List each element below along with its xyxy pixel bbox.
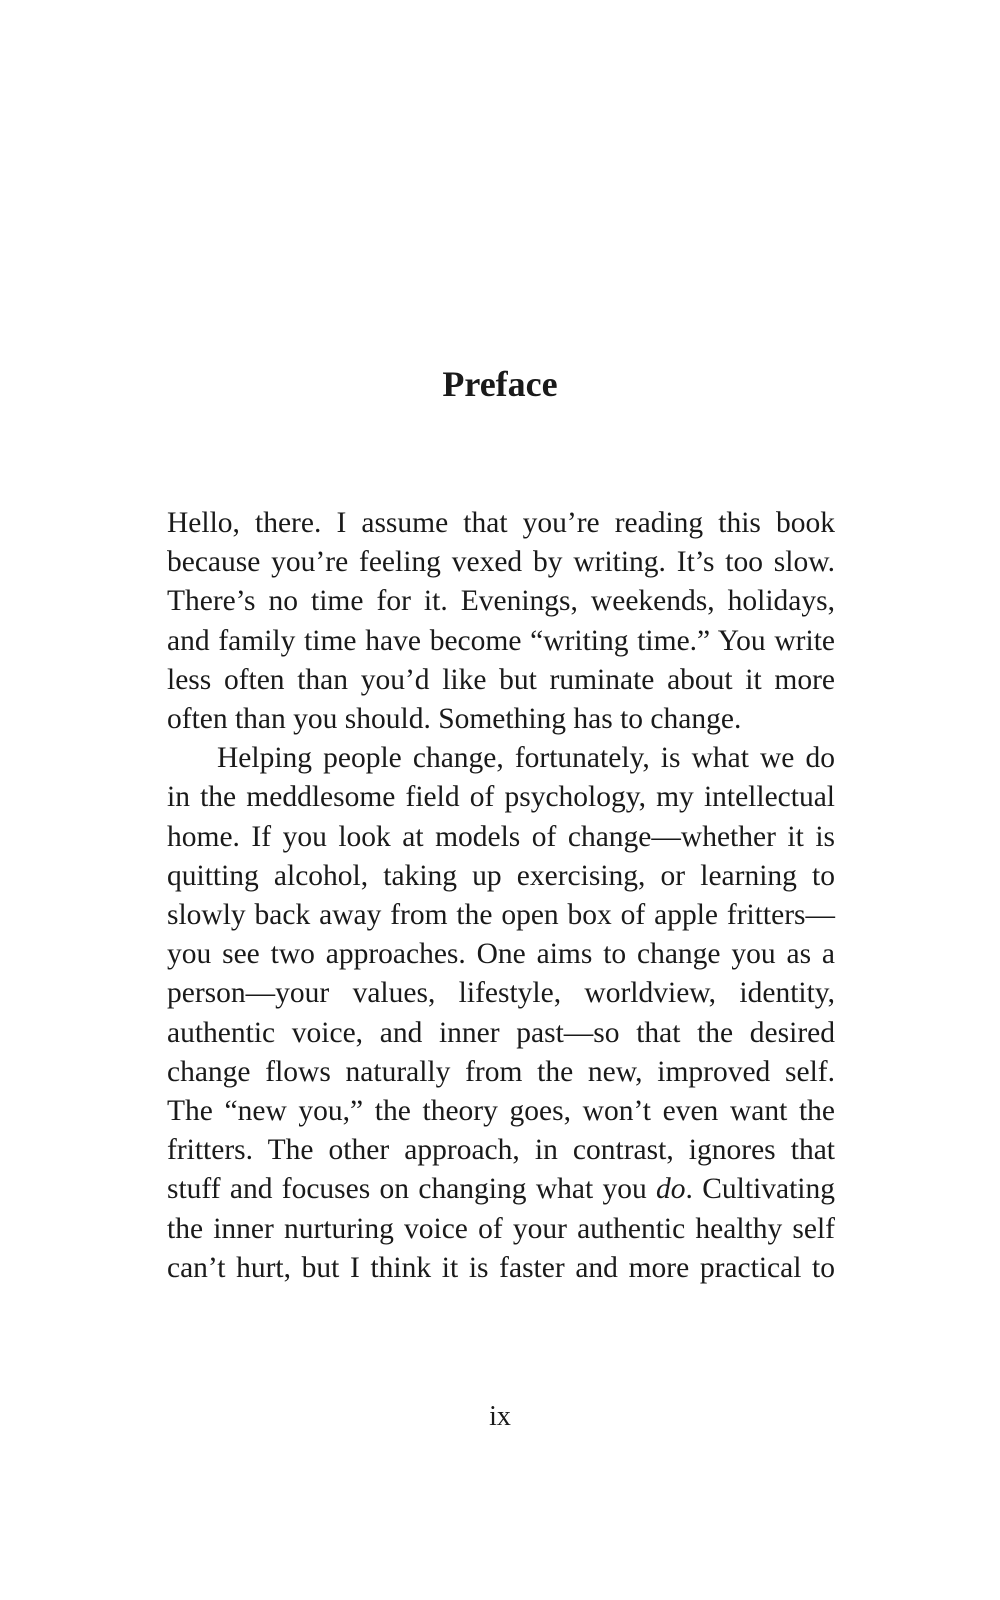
paragraph-2 bbox=[167, 739, 835, 1288]
paragraph-2-text-end: . Cultivating the inner nurturing voice of your authentic healthy self can’t hurt, but I think it is faster and more practical to bbox=[167, 1173, 835, 1284]
page-title: Preface bbox=[442, 364, 558, 404]
paragraph-2-text: Helping people change, fortunately, is what we do in the meddlesome field of psychology, my intellectual home. If you look at models of change—whether it is quitting alcohol, taking up exercising, or learning to slowly back away from the open box of apple fritters—you see two approaches. One aims to change you as a person—your values, lifestyle, worldview, identity, authentic voice, and inner past—so that the desired change flows naturally from the new, improved self. The “new you,” the theory goes, won’t even want the fritters. The other approach, in contrast, ignores that stuff and focuses on changing what you bbox=[167, 742, 835, 1206]
page-number: ix bbox=[489, 1401, 511, 1432]
paragraph-1: Hello, there. I assume that you’re reading this book because you’re feeling vexed by writing. It’s too slow. There’s no time for it. Evenings, weekends, holidays, and family time have become “writing time.” You write less often than you’d like but ruminate about it more often than you should. Something has to change. bbox=[167, 507, 835, 736]
paragraph-2-italic: do bbox=[656, 1173, 686, 1206]
body-text bbox=[167, 504, 835, 1288]
